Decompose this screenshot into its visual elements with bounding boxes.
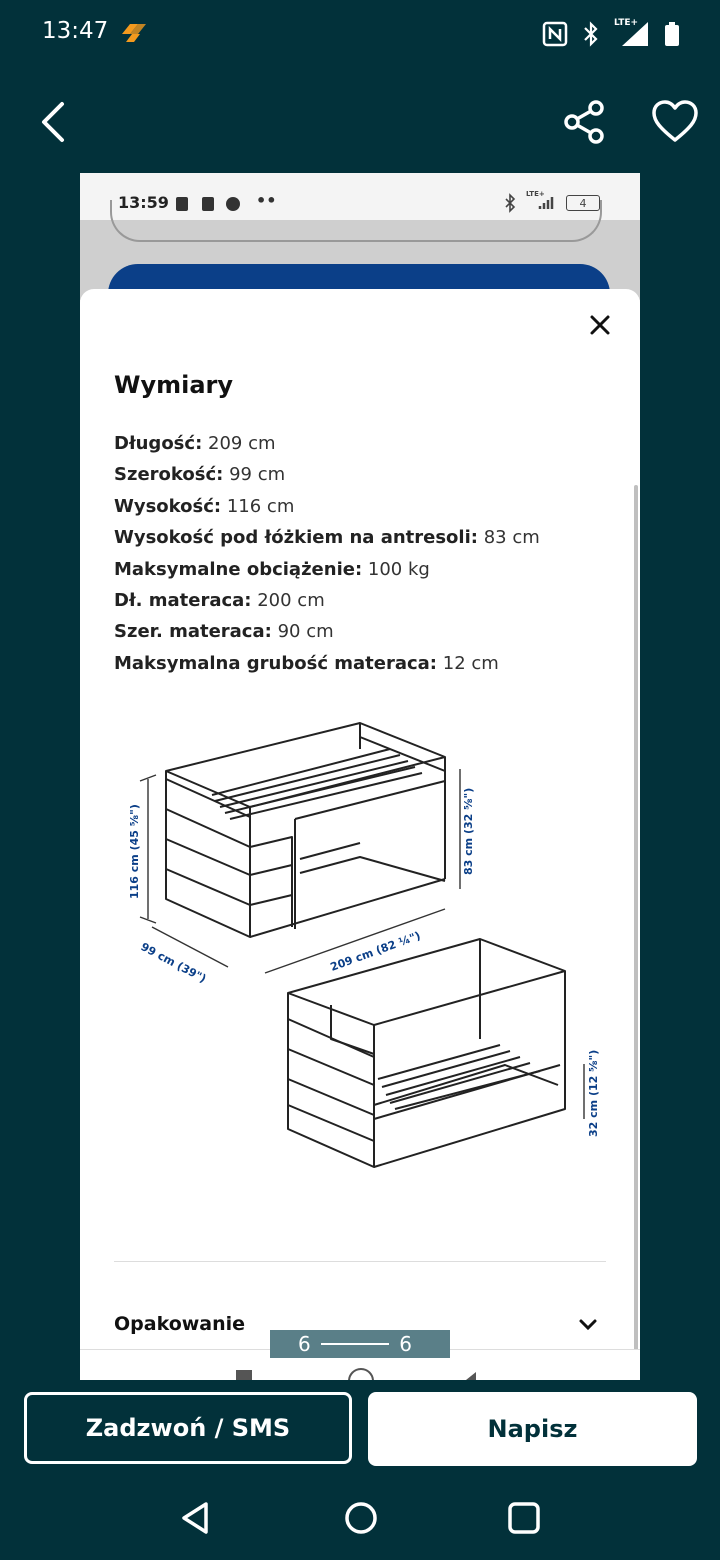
inner-more-dots-icon: •• bbox=[256, 191, 277, 210]
photo-pager bbox=[270, 1330, 450, 1358]
bluetooth-icon bbox=[582, 21, 600, 47]
modal-scrollbar[interactable] bbox=[634, 485, 638, 1380]
status-icons bbox=[542, 18, 680, 50]
inner-background bbox=[80, 220, 640, 300]
back-triangle-icon[interactable] bbox=[178, 1500, 214, 1536]
listing-photo[interactable] bbox=[80, 173, 640, 1380]
pager-total: 6 bbox=[399, 1332, 412, 1356]
inner-home-icon bbox=[348, 1368, 374, 1380]
nfc-icon bbox=[542, 21, 568, 47]
packaging-section-label[interactable]: Opakowanie bbox=[114, 1313, 246, 1335]
heart-icon[interactable] bbox=[650, 98, 700, 146]
close-icon[interactable] bbox=[588, 313, 612, 337]
pager-current: 6 bbox=[298, 1332, 311, 1356]
inner-recents-icon bbox=[236, 1370, 252, 1380]
inner-signal-icon: LTE+ bbox=[526, 191, 562, 213]
drawing-label-length: 209 cm (82 ¼") bbox=[328, 929, 423, 974]
drawing-label-bed-height: 32 cm (12 ⅝") bbox=[587, 1049, 600, 1137]
spec-row: Szer. materaca: 90 cm bbox=[114, 621, 334, 642]
spec-row: Maksymalne obciążenie: 100 kg bbox=[114, 559, 430, 580]
app-logo-icon bbox=[118, 20, 150, 48]
drawing-label-height: 116 cm (45 ⅝") bbox=[128, 804, 141, 899]
call-sms-button[interactable]: Zadzwoń / SMS bbox=[24, 1392, 352, 1464]
spec-row: Długość: 209 cm bbox=[114, 433, 276, 454]
divider bbox=[114, 1261, 606, 1262]
signal-icon: LTE+ bbox=[614, 20, 650, 48]
spec-row: Wysokość pod łóżkiem na antresoli: 83 cm bbox=[114, 527, 540, 548]
spec-row: Wysokość: 116 cm bbox=[114, 496, 295, 517]
status-time: 13:47 bbox=[42, 18, 109, 44]
inner-back-icon bbox=[466, 1372, 476, 1380]
dimensions-modal bbox=[80, 289, 640, 1349]
pager-line bbox=[321, 1343, 389, 1345]
modal-title: Wymiary bbox=[114, 371, 234, 399]
share-icon[interactable] bbox=[560, 98, 608, 146]
inner-battery-icon: 4 bbox=[566, 195, 600, 211]
chevron-down-icon[interactable] bbox=[576, 1313, 600, 1337]
spec-row: Szerokość: 99 cm bbox=[114, 464, 286, 485]
inner-status-time: 13:59 bbox=[118, 193, 169, 212]
drawing-label-width: 99 cm (39") bbox=[138, 940, 209, 986]
home-circle-icon[interactable] bbox=[343, 1500, 379, 1536]
bed-dimension-drawing bbox=[110, 709, 610, 1209]
drawing-label-under-height: 83 cm (32 ⅝") bbox=[462, 787, 475, 875]
recents-square-icon[interactable] bbox=[506, 1500, 542, 1536]
write-message-button[interactable]: Napisz bbox=[368, 1392, 697, 1466]
spec-row: Maksymalna grubość materaca: 12 cm bbox=[114, 653, 499, 674]
back-arrow-icon[interactable] bbox=[34, 98, 74, 146]
spec-row: Dł. materaca: 200 cm bbox=[114, 590, 325, 611]
battery-icon bbox=[664, 21, 680, 47]
